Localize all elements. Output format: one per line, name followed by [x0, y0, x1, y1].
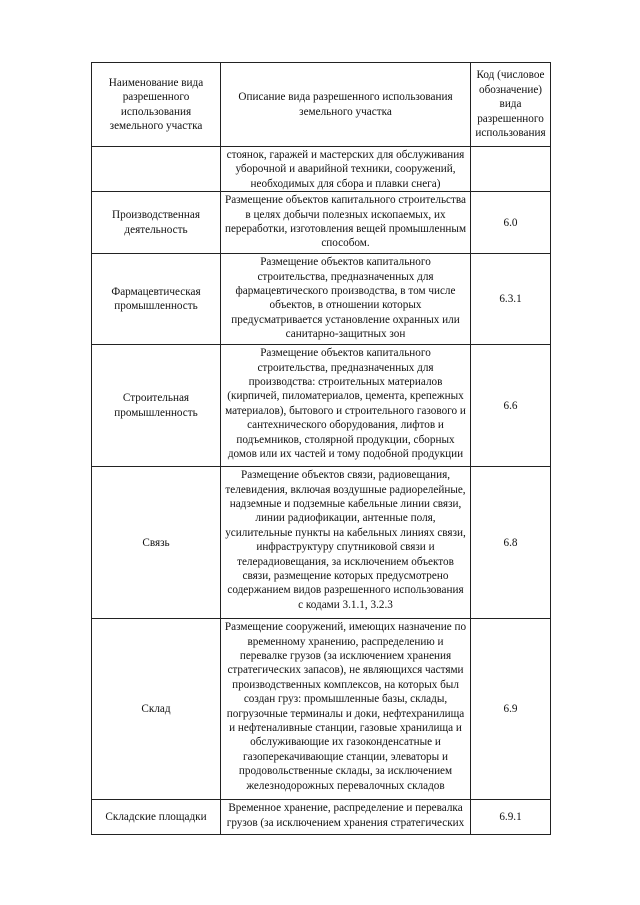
table-row	[92, 254, 551, 345]
row-description: Размещение объектов капитального строительства, предназначенных для производства: строительных материалов (кирпичей, пиломатериалов, цемента, крепежных материалов), бытового и строительного газового и сантехнического оборудования, лифтов и подъемников, столярной продукции, сборных домов или их частей и тому подобной продукции	[221, 345, 471, 467]
row-code: 6.0	[471, 192, 551, 254]
row-description: Размещение сооружений, имеющих назначение по временному хранению, распределению и перевалке грузов (за исключением хранения стратегических запасов), не являющихся частями производственных комплексов, на которых был создан груз: промышленные базы, склады, погрузочные терминалы и доки, нефтехранилища и нефтеналивные станции, газовые хранилища и обслуживающие их газоконденсатные и газоперекачивающие станции, элеваторы и продовольственные склады, за исключением железнодорожных перевалочных складов	[221, 619, 471, 800]
land-use-table	[91, 62, 551, 835]
table-row	[92, 467, 551, 619]
row-name	[92, 147, 221, 192]
header-code: Код (числовое обозначение) вида разрешенного использования	[471, 63, 551, 147]
row-code: 6.9.1	[471, 800, 551, 835]
table-row	[92, 147, 551, 192]
row-description: Размещение объектов капитального строительства, предназначенных для фармацевтического производства, в том числе объектов, в отношении которых предусматривается установление охранных или санитарно-защитных зон	[221, 254, 471, 345]
row-description: Размещение объектов связи, радиовещания, телевидения, включая воздушные радиорелейные, надземные и подземные кабельные линии связи, линии радиофикации, антенные поля, усилительные пункты на кабельных линиях связи, инфраструктуру спутниковой связи и телерадиовещания, за исключением объектов связи, размещение которых предусмотрено содержанием видов разрешенного использования с кодами 3.1.1, 3.2.3	[221, 467, 471, 619]
row-name: Складские площадки	[92, 800, 221, 835]
row-name: Производственная деятельность	[92, 192, 221, 254]
row-code	[471, 147, 551, 192]
header-name: Наименование вида разрешенного использования земельного участка	[92, 63, 221, 147]
row-name: Склад	[92, 619, 221, 800]
row-code: 6.9	[471, 619, 551, 800]
table-row	[92, 619, 551, 800]
row-description: Временное хранение, распределение и перевалка грузов (за исключением хранения стратегических	[221, 800, 471, 835]
row-code: 6.8	[471, 467, 551, 619]
table-row	[92, 800, 551, 835]
row-description: стоянок, гаражей и мастерских для обслуживания уборочной и аварийной техники, сооружений, необходимых для сбора и плавки снега)	[221, 147, 471, 192]
row-code: 6.3.1	[471, 254, 551, 345]
row-code: 6.6	[471, 345, 551, 467]
row-name: Строительная промышленность	[92, 345, 221, 467]
table-row	[92, 192, 551, 254]
table-header-row	[92, 63, 551, 147]
table-row	[92, 345, 551, 467]
row-name: Связь	[92, 467, 221, 619]
header-description: Описание вида разрешенного использования земельного участка	[221, 63, 471, 147]
row-description: Размещение объектов капитального строительства в целях добычи полезных ископаемых, их переработки, изготовления вещей промышленным способом.	[221, 192, 471, 254]
row-name: Фармацевтическая промышленность	[92, 254, 221, 345]
